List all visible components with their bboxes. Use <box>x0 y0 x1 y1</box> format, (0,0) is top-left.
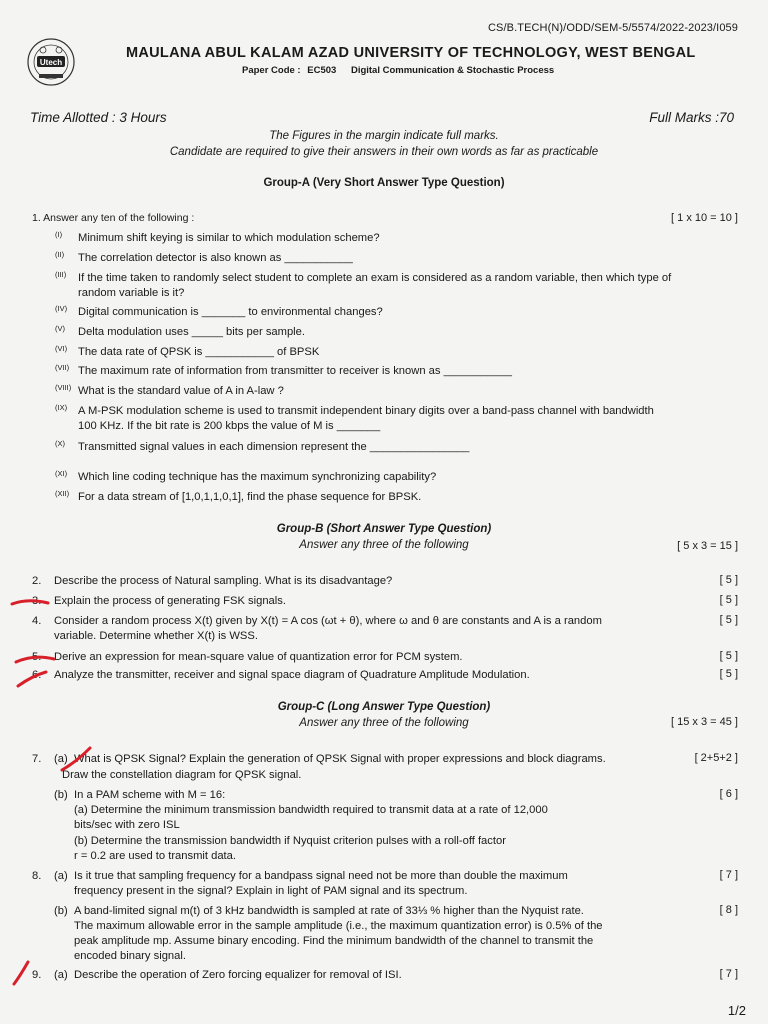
roman-numeral: (V) <box>55 324 65 333</box>
question-text: peak amplitude mp. Assume binary encoding. Find the minimum bandwidth of the channel to transmit the <box>74 935 594 947</box>
question-number: 5. <box>32 651 42 663</box>
question-item: Which line coding technique has the maximum synchronizing capability? <box>78 471 437 483</box>
question-marks: [ 5 ] <box>719 668 738 680</box>
question-marks: [ 5 ] <box>719 574 738 586</box>
question-marks: [ 7 ] <box>719 869 738 881</box>
university-title: MAULANA ABUL KALAM AZAD UNIVERSITY OF TECHNOLOGY, WEST BENGAL <box>126 45 696 61</box>
question-text: What is QPSK Signal? Explain the generation of QPSK Signal with proper expressions and block diagrams. <box>74 753 606 765</box>
question-text: (a) Determine the minimum transmission bandwidth required to transmit data at a rate of 12,000 <box>74 804 548 816</box>
group-a-marks: [ 1 x 10 = 10 ] <box>671 212 738 224</box>
paper-code: EC503 <box>307 65 337 76</box>
question-text: Draw the constellation diagram for QPSK signal. <box>62 769 302 781</box>
question-item: A M-PSK modulation scheme is used to transmit independent binary digits over a band-pass channel with bandwidth <box>78 405 654 417</box>
question-marks: [ 5 ] <box>719 594 738 606</box>
question-instruction: Answer any ten of the following : <box>43 212 195 224</box>
question-text: bits/sec with zero ISL <box>74 819 180 831</box>
roman-numeral: (VI) <box>55 344 68 353</box>
question-marks: [ 5 ] <box>719 614 738 626</box>
question-marks: [ 8 ] <box>719 904 738 916</box>
pen-mark-q3 <box>12 601 48 604</box>
question-item: The data rate of QPSK is ___________ of BPSK <box>78 346 320 358</box>
roman-numeral: (III) <box>55 270 67 279</box>
question-text: In a PAM scheme with M = 16: <box>74 789 226 801</box>
full-marks: Full Marks :70 <box>649 110 734 125</box>
roman-numeral: (VIII) <box>55 383 72 392</box>
pen-mark-q6 <box>18 672 46 686</box>
question-item: Transmitted signal values in each dimension represent the ________________ <box>78 441 470 453</box>
roman-numeral: (II) <box>55 250 65 259</box>
group-b-title: Group-B (Short Answer Type Question) <box>276 523 492 535</box>
question-text: A band-limited signal m(t) of 3 kHz bandwidth is sampled at rate of 33⅓ % higher than the Nyquist rate. <box>74 905 584 917</box>
question-item: The correlation detector is also known as ___________ <box>78 252 353 264</box>
question-item: random variable is it? <box>78 287 185 299</box>
question-text: frequency present in the signal? Explain in light of PAM signal and its spectrum. <box>74 885 468 897</box>
sub-question-label: (b) <box>54 905 68 917</box>
pen-mark-q9 <box>14 962 28 984</box>
question-item: For a data stream of [1,0,1,1,0,1], find the phase sequence for BPSK. <box>78 491 422 503</box>
time-allotted: Time Allotted : 3 Hours <box>30 110 167 125</box>
question-text: Derive an expression for mean-square value of quantization error for PCM system. <box>54 651 463 663</box>
question-number: 7. <box>32 753 42 765</box>
question-text: Analyze the transmitter, receiver and signal space diagram of Quadrature Amplitude Modulation. <box>54 669 530 681</box>
instruction-note-1: The Figures in the margin indicate full marks. <box>269 130 499 142</box>
question-item: Delta modulation uses _____ bits per sample. <box>78 326 305 338</box>
question-text: Is it true that sampling frequency for a bandpass signal need not be more than double the maximum <box>74 870 568 882</box>
question-text: variable. Determine whether X(t) is WSS. <box>54 630 258 642</box>
question-number: 2. <box>32 575 42 587</box>
question-text: Describe the process of Natural sampling. What is its disadvantage? <box>54 575 393 587</box>
question-number: 1. <box>32 212 41 224</box>
paper-reference: CS/B.TECH(N)/ODD/SEM-5/5574/2022-2023/I059 <box>488 22 738 34</box>
group-c-instruction: Answer any three of the following <box>299 717 469 729</box>
question-text: r = 0.2 are used to transmit data. <box>74 850 236 862</box>
roman-numeral: (IV) <box>55 304 68 313</box>
roman-numeral: (IX) <box>55 403 68 412</box>
question-item: Minimum shift keying is similar to which modulation scheme? <box>78 232 380 244</box>
question-text: (b) Determine the transmission bandwidth if Nyquist criterion pulses with a roll-off factor <box>74 835 506 847</box>
question-marks: [ 7 ] <box>719 968 738 980</box>
group-a-title: Group-A (Very Short Answer Type Question) <box>263 177 505 189</box>
question-text: Describe the operation of Zero forcing equalizer for removal of ISI. <box>74 969 402 981</box>
sub-question-label: (b) <box>54 789 68 801</box>
question-marks: [ 5 ] <box>719 650 738 662</box>
question-text: Explain the process of generating FSK signals. <box>54 595 286 607</box>
group-c-title: Group-C (Long Answer Type Question) <box>277 701 491 713</box>
roman-numeral: (XI) <box>55 469 68 478</box>
roman-numeral: (XII) <box>55 489 70 498</box>
instruction-note-2: Candidate are required to give their answers in their own words as far as practicable <box>169 146 599 158</box>
question-text: Consider a random process X(t) given by X(t) = A cos (ωt + θ), where ω and θ are constants and A is a random <box>54 615 602 627</box>
question-item: The maximum rate of information from transmitter to receiver is known as ___________ <box>78 365 513 377</box>
roman-numeral: (I) <box>55 230 63 239</box>
group-b-marks: [ 5 x 3 = 15 ] <box>677 540 738 552</box>
sub-question-label: (a) <box>54 870 68 882</box>
question-number: 3. <box>32 595 42 607</box>
question-item: 100 KHz. If the bit rate is 200 kbps the value of M is _______ <box>78 420 381 432</box>
question-item: What is the standard value of A in A-law ? <box>78 385 284 397</box>
svg-text:Utech: Utech <box>39 58 63 67</box>
roman-numeral: (VII) <box>55 363 70 372</box>
paper-title: Digital Communication & Stochastic Process <box>350 65 555 76</box>
paper-code-label: Paper Code : <box>242 65 301 76</box>
page-number: 1/2 <box>727 1003 746 1018</box>
question-number: 4. <box>32 615 42 627</box>
sub-question-label: (a) <box>54 753 68 765</box>
question-marks: [ 2+5+2 ] <box>694 752 738 764</box>
question-item: If the time taken to randomly select student to complete an exam is considered as a random variable, then which type of <box>78 272 672 284</box>
question-item: Digital communication is _______ to environmental changes? <box>78 306 383 318</box>
pen-mark-q5 <box>16 657 54 662</box>
question-text: The maximum allowable error in the sample amplitude (i.e., the maximum quantization error) is 0.5% of the <box>74 920 603 932</box>
group-b-instruction: Answer any three of the following <box>299 539 469 551</box>
group-c-marks: [ 15 x 3 = 45 ] <box>671 716 738 728</box>
roman-numeral: (X) <box>55 439 65 448</box>
sub-question-label: (a) <box>54 969 68 981</box>
question-number: 9. <box>32 969 42 981</box>
question-text: encoded binary signal. <box>74 950 186 962</box>
question-number: 6. <box>32 669 42 681</box>
pen-mark-q7 <box>62 748 90 770</box>
question-marks: [ 6 ] <box>719 788 738 800</box>
question-number: 8. <box>32 870 42 882</box>
